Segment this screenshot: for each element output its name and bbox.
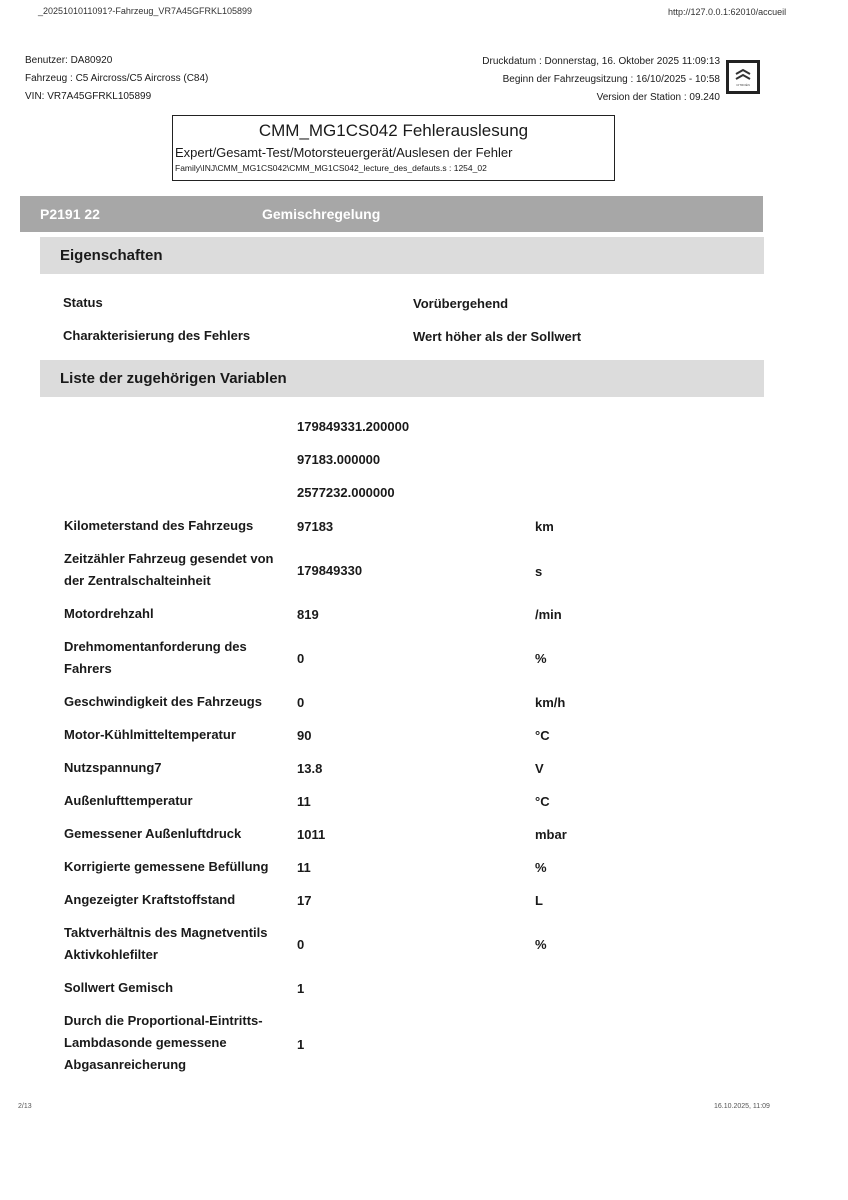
variable-value: 1 (297, 1037, 305, 1052)
property-label-characterization: Charakterisierung des Fehlers (63, 328, 251, 343)
variable-value: 90 (297, 728, 312, 743)
brand-logo (726, 60, 760, 94)
page-title: CMM_MG1CS042 Fehlerauslesung (258, 121, 529, 140)
page-subtitle: Expert/Gesamt-Test/Motorsteuergerät/Auslesen der Fehler (175, 145, 513, 160)
variable-unit: s (535, 564, 543, 579)
variable-unit: °C (535, 794, 550, 809)
info-left (25, 52, 208, 106)
variable-label: Außenlufttemperatur (64, 793, 193, 808)
property-label-status: Status (63, 295, 103, 310)
variable-label: Zeitzähler Fahrzeug gesendet von der Zentralschalteinheit (64, 551, 274, 588)
variable-value: 179849330 (297, 563, 363, 578)
variable-label: Kilometerstand des Fahrzeugs (64, 518, 254, 533)
fault-code: P2191 22 (40, 206, 100, 222)
fault-code-bar (20, 196, 763, 232)
variable-label: Korrigierte gemessene Befüllung (64, 859, 269, 874)
variable-value: 1 (297, 981, 305, 996)
variable-unit: L (535, 893, 543, 908)
variable-label: Durch die Proportional-Eintritts-Lambdasonde gemessene Abgasanreicherung (64, 1013, 263, 1072)
footer-timestamp: 16.10.2025, 11:09 (714, 1103, 770, 1110)
variable-unit: mbar (535, 827, 567, 842)
brand-logo-text: CITROËN (736, 82, 750, 87)
citroen-chevrons-icon (734, 68, 752, 82)
variable-value: 819 (297, 607, 319, 622)
user-info: Benutzer: DA80920 (25, 55, 113, 66)
raw-value-3: 2577232.000000 (297, 485, 395, 500)
variable-unit: km (535, 519, 554, 534)
variable-unit: % (535, 937, 547, 952)
info-right (482, 53, 720, 107)
variable-label: Nutzspannung7 (64, 760, 162, 775)
variable-value: 0 (297, 937, 305, 952)
variable-value: 97183 (297, 519, 334, 534)
variable-value: 0 (297, 651, 305, 666)
variable-value: 17 (297, 893, 312, 908)
script-path: Family\INJ\CMM_MG1CS042\CMM_MG1CS042_lecture_des_defauts.s : 1254_02 (175, 163, 487, 173)
print-date: Druckdatum : Donnerstag, 16. Oktober 2025 11:09:13 (482, 56, 720, 67)
title-box (172, 115, 615, 181)
raw-value-1: 179849331.200000 (297, 419, 410, 434)
variable-label: Motordrehzahl (64, 606, 154, 621)
properties-heading: Eigenschaften (40, 237, 764, 274)
variable-label: Drehmomentanforderung des Fahrers (64, 639, 247, 676)
variable-label: Sollwert Gemisch (64, 980, 174, 995)
variable-value: 11 (297, 794, 311, 809)
vin-info: VIN: VR7A45GFRKL105899 (25, 91, 152, 102)
variable-label: Motor-Kühlmitteltemperatur (64, 727, 236, 742)
variable-unit: /min (535, 607, 562, 622)
variable-unit: % (535, 651, 547, 666)
scan-header-right: http://127.0.0.1:62010/accueil (668, 7, 787, 17)
variable-value: 1011 (297, 827, 326, 842)
variable-value: 0 (297, 695, 305, 710)
variable-label: Angezeigter Kraftstoffstand (64, 892, 236, 907)
variable-label: Taktverhältnis des Magnetventils Aktivkohlefilter (64, 925, 268, 962)
variable-unit: km/h (535, 695, 566, 710)
variable-value: 11 (297, 860, 311, 875)
fault-name: Gemischregelung (262, 206, 381, 222)
station-version: Version der Station : 09.240 (596, 92, 720, 103)
raw-value-2: 97183.000000 (297, 452, 381, 467)
variable-unit: V (535, 761, 544, 776)
variable-label: Gemessener Außenluftdruck (64, 826, 242, 841)
variables-heading: Liste der zugehörigen Variablen (40, 360, 764, 397)
variable-value: 13.8 (297, 761, 323, 776)
variable-unit: % (535, 860, 547, 875)
variable-label: Geschwindigkeit des Fahrzeugs (64, 694, 262, 709)
session-start: Beginn der Fahrzeugsitzung : 16/10/2025 - 10:58 (502, 74, 720, 85)
variable-unit: °C (535, 728, 550, 743)
vehicle-info: Fahrzeug : C5 Aircross/C5 Aircross (C84) (25, 73, 209, 84)
scan-header-left: _2025101011091?-Fahrzeug_VR7A45GFRKL105899 (38, 6, 252, 16)
property-value-status: Vorübergehend (413, 296, 509, 311)
page-number: 2/13 (18, 1103, 32, 1110)
property-value-characterization: Wert höher als der Sollwert (413, 329, 582, 344)
